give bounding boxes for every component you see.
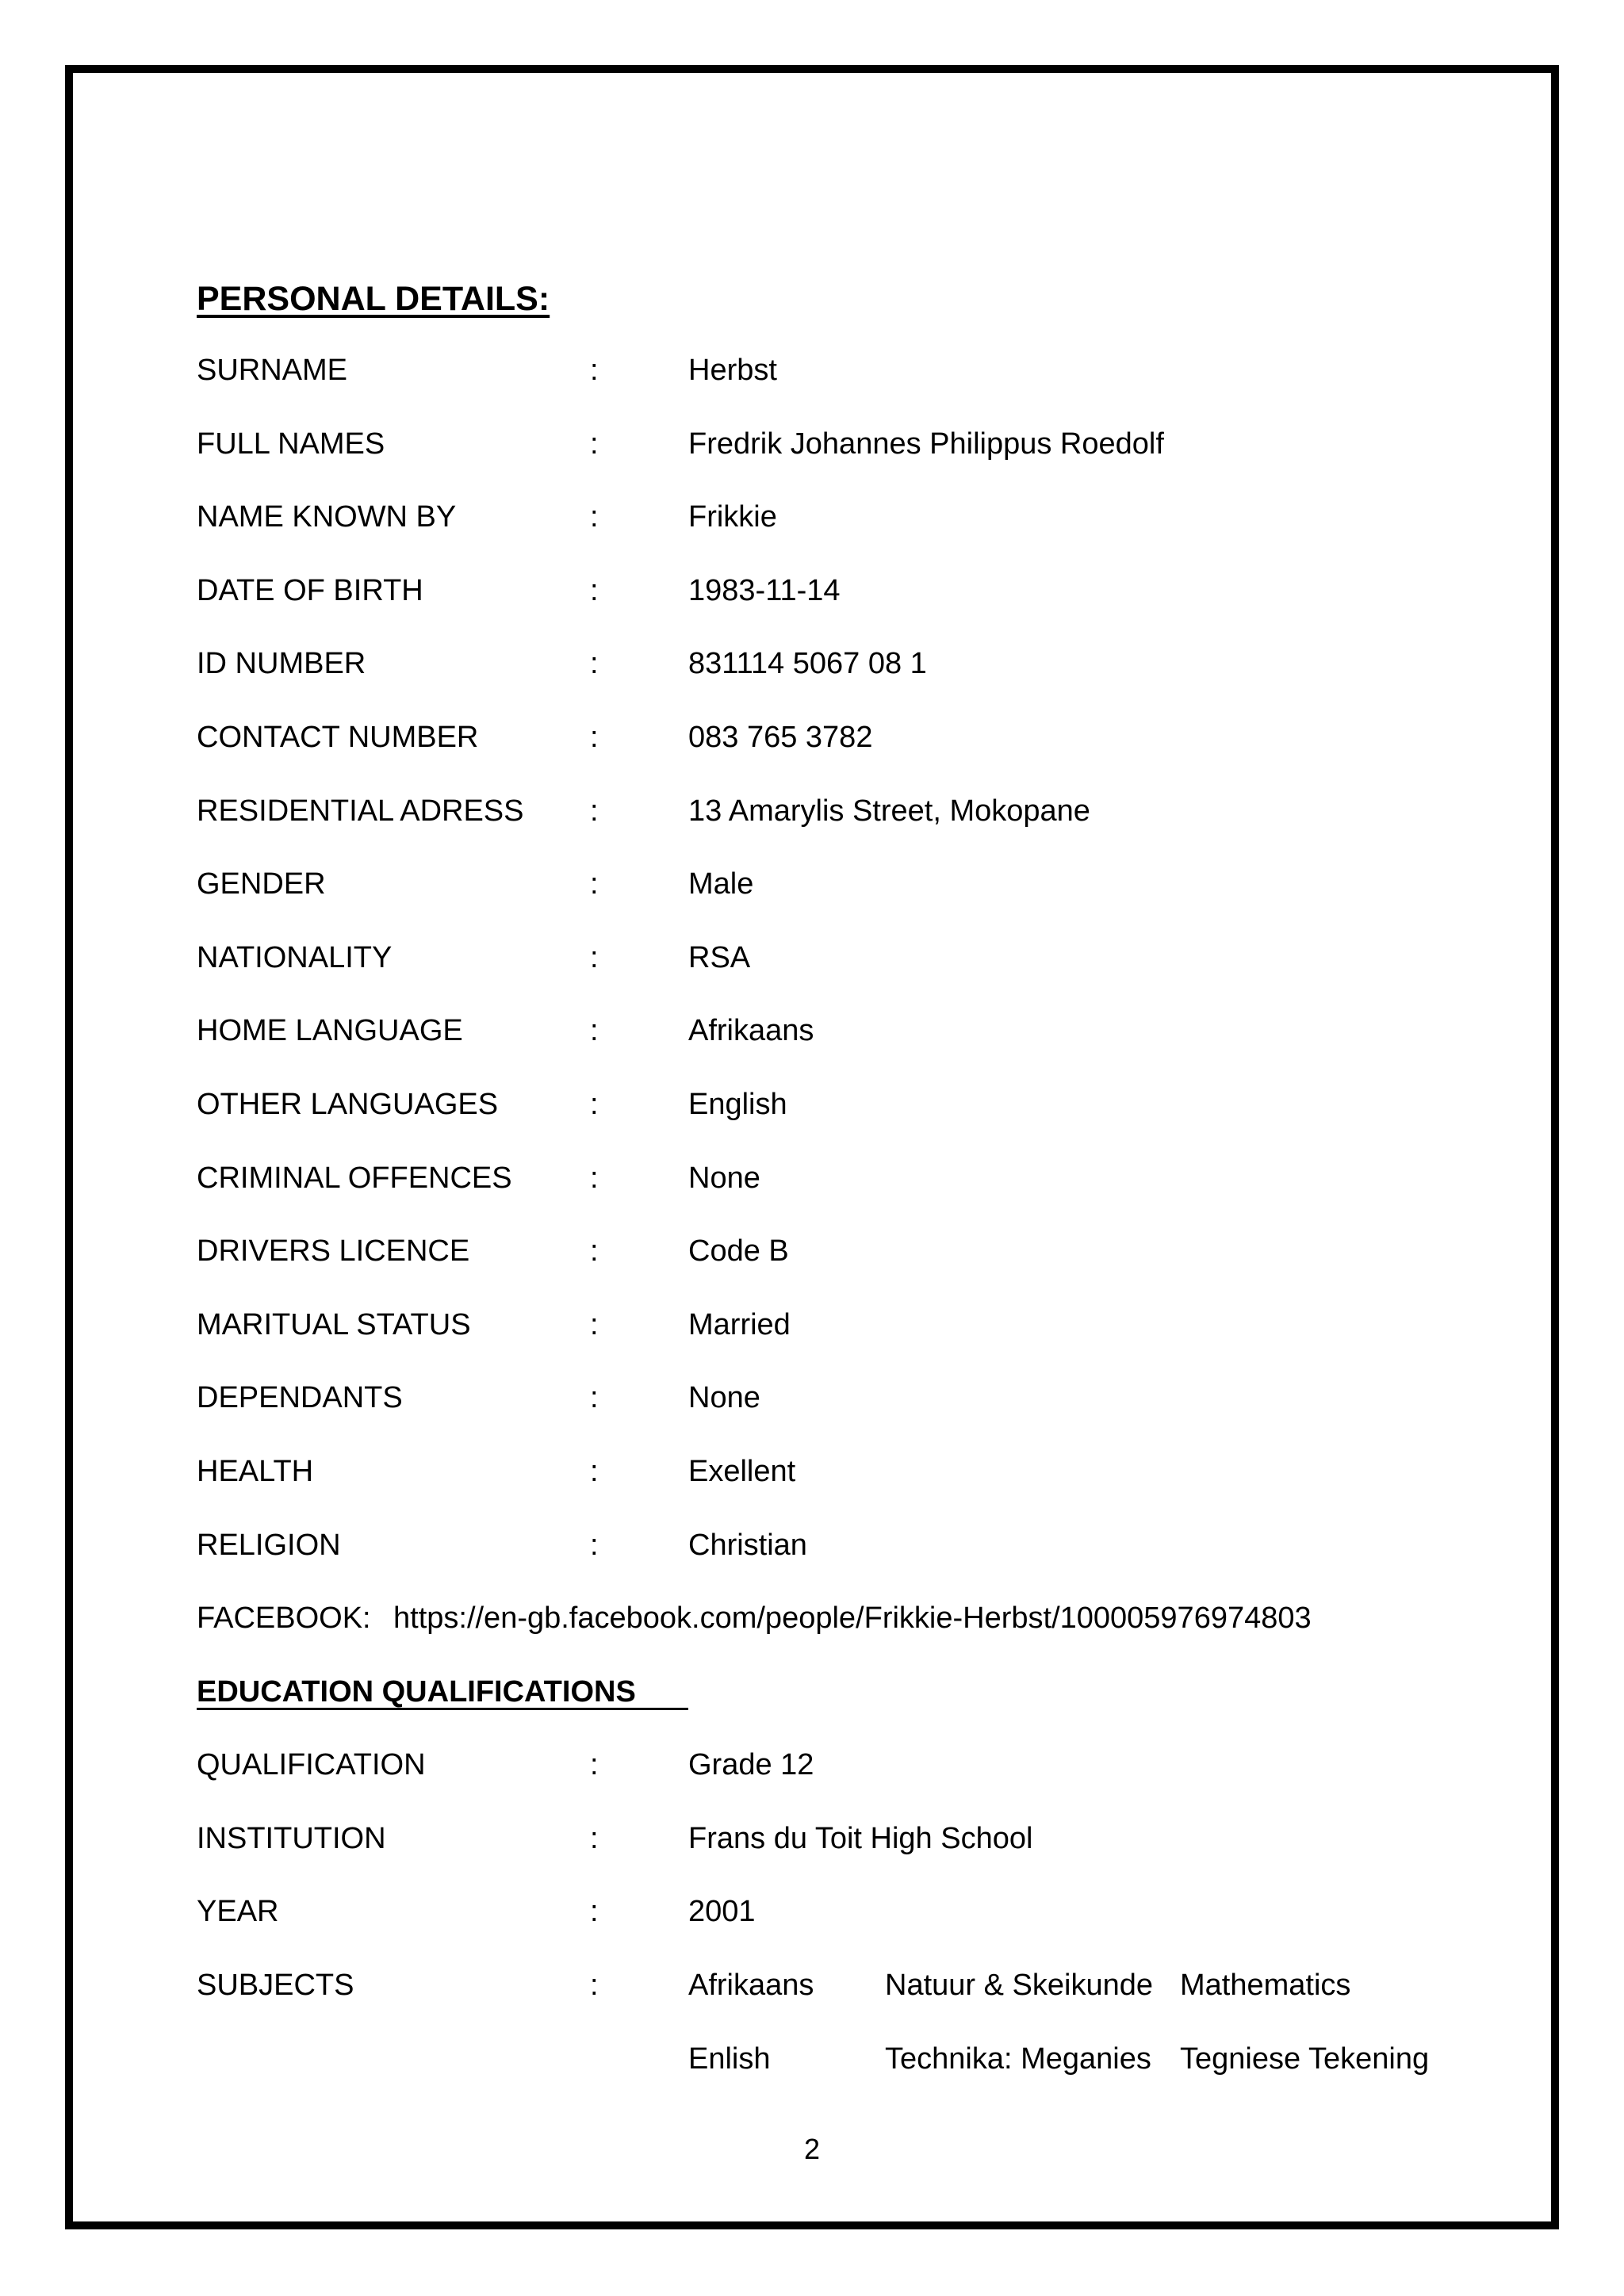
detail-row-marital-status xyxy=(197,1307,1529,1380)
personal-details-heading: PERSONAL DETAILS: xyxy=(197,280,550,318)
education-row-qualification xyxy=(197,1747,1529,1820)
detail-value: None xyxy=(688,1381,760,1415)
detail-separator: : xyxy=(590,1087,599,1121)
education-separator: : xyxy=(590,1821,599,1855)
detail-label: CRIMINAL OFFENCES xyxy=(197,1161,512,1195)
detail-row-gender xyxy=(197,866,1529,939)
education-qualifications-heading xyxy=(197,1674,1529,1747)
detail-value: Christian xyxy=(688,1528,807,1562)
detail-value: 083 765 3782 xyxy=(688,720,873,754)
detail-separator: : xyxy=(590,1528,599,1562)
detail-label: DATE OF BIRTH xyxy=(197,573,423,607)
subjects-label: SUBJECTS xyxy=(197,1969,354,2003)
detail-separator: : xyxy=(590,354,599,387)
detail-separator: : xyxy=(590,720,599,754)
detail-row-name-known-by xyxy=(197,499,1529,572)
detail-separator: : xyxy=(590,1234,599,1269)
detail-row-date-of-birth xyxy=(197,572,1529,646)
education-separator: : xyxy=(590,1895,599,1929)
detail-label: HEALTH xyxy=(197,1454,314,1488)
detail-value: Frikkie xyxy=(688,500,777,534)
detail-separator: : xyxy=(590,500,599,534)
education-row-institution xyxy=(197,1820,1529,1894)
detail-value: 13 Amarylis Street, Mokopane xyxy=(688,794,1090,828)
detail-label: CONTACT NUMBER xyxy=(197,720,479,754)
detail-row-full-names xyxy=(197,426,1529,499)
detail-value: Afrikaans xyxy=(688,1014,814,1048)
detail-value: Exellent xyxy=(688,1454,796,1488)
detail-value: Fredrik Johannes Philippus Roedolf xyxy=(688,427,1164,461)
detail-label: NATIONALITY xyxy=(197,940,393,974)
education-label: YEAR xyxy=(197,1895,279,1929)
detail-separator: : xyxy=(590,867,599,901)
detail-value: Herbst xyxy=(688,354,777,387)
detail-row-nationality xyxy=(197,939,1529,1013)
detail-row-facebook xyxy=(197,1600,1529,1674)
detail-value: English xyxy=(688,1087,787,1121)
personal-details-list xyxy=(197,352,1529,1674)
detail-value: Married xyxy=(688,1307,791,1341)
detail-separator: : xyxy=(590,573,599,607)
document-content xyxy=(197,276,1529,2114)
education-separator: : xyxy=(590,1969,599,2003)
subject-item: Natuur & Skeikunde xyxy=(885,1969,1153,2003)
education-label: QUALIFICATION xyxy=(197,1748,426,1782)
education-value: Grade 12 xyxy=(688,1748,814,1782)
detail-row-home-language xyxy=(197,1012,1529,1086)
detail-row-drivers-licence xyxy=(197,1233,1529,1307)
subject-item: Afrikaans xyxy=(688,1969,814,2003)
detail-value: None xyxy=(688,1161,760,1195)
detail-label: GENDER xyxy=(197,867,326,901)
detail-label: SURNAME xyxy=(197,354,348,387)
detail-separator: : xyxy=(590,1454,599,1488)
education-label: INSTITUTION xyxy=(197,1821,386,1855)
detail-label: OTHER LANGUAGES xyxy=(197,1087,499,1121)
detail-row-residential-address xyxy=(197,793,1529,867)
detail-separator: : xyxy=(590,427,599,461)
education-row-subjects xyxy=(197,1967,1529,2041)
detail-value: 1983-11-14 xyxy=(688,573,841,607)
education-row-subjects-continued xyxy=(197,2041,1529,2114)
detail-row-dependants xyxy=(197,1380,1529,1453)
detail-row-surname xyxy=(197,352,1529,426)
detail-label: MARITUAL STATUS xyxy=(197,1307,471,1341)
education-heading-text: EDUCATION QUALIFICATIONS xyxy=(197,1676,688,1710)
detail-label: NAME KNOWN BY xyxy=(197,500,457,534)
detail-separator: : xyxy=(590,794,599,828)
education-separator: : xyxy=(590,1748,599,1782)
detail-label: HOME LANGUAGE xyxy=(197,1014,463,1048)
education-value: Frans du Toit High School xyxy=(688,1821,1033,1855)
education-list xyxy=(197,1747,1529,2114)
detail-separator: : xyxy=(590,1381,599,1415)
subject-item: Technika: Meganies xyxy=(885,2042,1151,2076)
detail-separator: : xyxy=(590,1161,599,1195)
detail-separator: : xyxy=(590,1307,599,1341)
subject-item: Tegniese Tekening xyxy=(1180,2042,1430,2076)
facebook-label: FACEBOOK: xyxy=(197,1601,371,1636)
detail-row-religion xyxy=(197,1527,1529,1601)
page-number: 2 xyxy=(803,2133,821,2165)
education-row-year xyxy=(197,1893,1529,1967)
subject-item: Enlish xyxy=(688,2042,771,2076)
detail-row-other-languages xyxy=(197,1086,1529,1160)
detail-row-contact-number xyxy=(197,719,1529,793)
detail-row-id-number xyxy=(197,645,1529,719)
detail-label: DRIVERS LICENCE xyxy=(197,1234,470,1269)
detail-label: ID NUMBER xyxy=(197,647,366,681)
education-value: 2001 xyxy=(688,1895,756,1929)
subject-item: Mathematics xyxy=(1180,1969,1351,2003)
detail-label: DEPENDANTS xyxy=(197,1381,403,1415)
detail-value: Code B xyxy=(688,1234,789,1269)
detail-separator: : xyxy=(590,940,599,974)
detail-row-criminal-offences xyxy=(197,1160,1529,1234)
detail-row-health xyxy=(197,1453,1529,1527)
detail-value: 831114 5067 08 1 xyxy=(688,647,927,681)
detail-separator: : xyxy=(590,1014,599,1048)
detail-value: Male xyxy=(688,867,754,901)
detail-separator: : xyxy=(590,647,599,681)
detail-label: RESIDENTIAL ADRESS xyxy=(197,794,524,828)
facebook-link[interactable]: https://en-gb.facebook.com/people/Frikkie-Herbst/100005976974803 xyxy=(393,1601,1312,1636)
detail-value: RSA xyxy=(688,940,751,974)
detail-label: FULL NAMES xyxy=(197,427,385,461)
detail-label: RELIGION xyxy=(197,1528,341,1562)
